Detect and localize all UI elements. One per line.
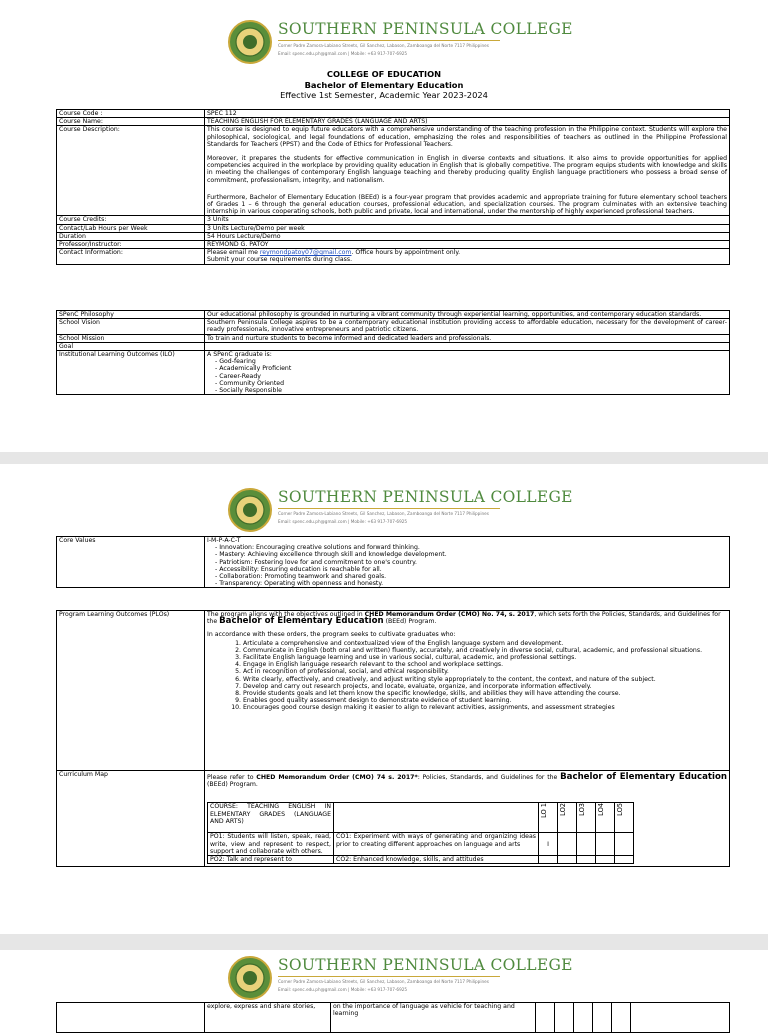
cm-cell: [596, 833, 615, 856]
ilo-label: Institutional Learning Outcomes (ILO): [57, 351, 205, 395]
curriculum-map-table: [207, 802, 634, 864]
cm-co1-mark: I: [539, 833, 558, 856]
list-item: - Accessibility: Ensuring education is reachable for all.: [229, 566, 727, 573]
cm-cell: [577, 833, 596, 856]
instructor-name: REYMOND G. PATOY: [205, 241, 730, 249]
mission-label: School Mission: [57, 334, 205, 342]
table-row: [57, 342, 730, 350]
lo-header-text: LO 1: [540, 803, 548, 819]
title-college: COLLEGE OF EDUCATION: [326, 69, 442, 79]
cm-course-header: COURSE: TEACHING ENGLISH IN ELEMENTARY GRADES (LANGUAGE AND ARTS): [208, 803, 334, 833]
table-row: [57, 249, 730, 264]
vision-label: School Vision: [57, 319, 205, 334]
cm-cell: [593, 1003, 612, 1033]
ilo-list: [207, 358, 727, 394]
ilo-intro: A SPenC graduate is:: [207, 351, 272, 359]
goal-text: [205, 342, 730, 350]
credits-value: 3 Units: [205, 216, 730, 224]
cm-cell: [558, 833, 577, 856]
college-address: Corner Padre Zamora-Labiano Streets, Gil Sanchez, Labason, Zamboanga del Norte 7117 Philippines: [278, 511, 489, 516]
plo-intro-mid: , which sets forth the Policies, Standards, and Guidelines for the: [207, 611, 721, 626]
list-item: - Collaboration: Promoting teamwork and shared goals.: [229, 573, 727, 580]
description-paragraph: Furthermore, Bachelor of Elementary Education (BEEd) is a four-year program that provides academic and appropriate training for future elementary school teachers of Grades 1 – 6 through the general education courses, professional education, and specialization courses. The program culminates with an extensive teaching internship in various cooperating schools, both public and private, local and international, under the mentorship of highly experienced professional teachers.: [207, 193, 727, 216]
cm-ref-pre: Please refer to: [207, 774, 257, 781]
cm-lo-header: [539, 803, 558, 833]
plo-label: Program Learning Outcomes (PLOs): [57, 611, 205, 771]
curriculum-map-reference: [207, 774, 727, 788]
contact-pre: Please email me: [207, 249, 260, 257]
table-row: [57, 611, 730, 771]
list-item: 4. Engage in English language research relevant to the school and workplace settings.: [243, 661, 727, 668]
college-seal-logo: [228, 488, 272, 532]
course-code: SPEC 112: [205, 110, 730, 118]
college-contact: Email: spenc.edu.ph@gmail.com | Mobile: +63 917-707-6925: [278, 987, 408, 992]
table-row: [208, 803, 634, 833]
plo-intro-program: Bachelor of Elementary Education: [219, 616, 384, 627]
college-seal-logo: [228, 20, 272, 64]
table-row: [208, 856, 634, 864]
college-address: Corner Padre Zamora-Labiano Streets, Gil Sanchez, Labason, Zamboanga del Norte 7117 Philippines: [278, 979, 489, 984]
list-item: 6. Write clearly, effectively, and creatively, and adjust writing style appropriately to the content, the context, and nature of the subject.: [243, 676, 727, 683]
list-item: 5. Act in recognition of professional, social, and ethical responsibility.: [243, 668, 727, 675]
table-row: [57, 216, 730, 224]
lo-header-text: LO3: [578, 803, 586, 817]
college-name: SOUTHERN PENINSULA COLLEGE: [278, 20, 573, 38]
college-name: SOUTHERN PENINSULA COLLEGE: [278, 956, 573, 974]
header-rule: [278, 40, 500, 41]
table-row: [57, 311, 730, 319]
mission-text: To train and nurture students to become informed and dedicated leaders and professionals.: [205, 334, 730, 342]
duration-label: Duration: [57, 232, 205, 240]
plo-content: [205, 611, 730, 771]
cm-ref-post: (BEEd) Program.: [207, 781, 258, 789]
list-item: - Mastery: Achieving excellence through skill and knowledge development.: [229, 551, 727, 558]
cm-lo-header: [596, 803, 615, 833]
cm-po2-cont: explore, express and share stories,: [205, 1003, 331, 1033]
core-values-acronym: I-M-P-A-C-T: [207, 537, 241, 544]
description-paragraph: Moreover, it prepares the students for effective communication in English in diverse contexts and situations. It also aims to provide opportunities for applied competencies acquired in the workplace by providing quality education in English that is globally competitive. The program equips students with knowledge and skills in meeting the challenges of contemporary English language teaching and thereby producing quality English language practitioners who possess a broad sense of commitment, professionalism, integrity, and nationalism.: [207, 155, 727, 184]
list-item: - Socially Responsible: [229, 387, 727, 394]
table-row: [57, 110, 730, 118]
core-values-table: [56, 536, 730, 588]
credits-label: Course Credits:: [57, 216, 205, 224]
cm-cell: [612, 1003, 631, 1033]
list-item: 9. Enables good quality assessment design to demonstrate evidence of student learning.: [243, 697, 727, 704]
course-description: [205, 126, 730, 216]
plo-intro-cmo: CHED Memorandum Order (CMO) No. 74, s. 2017: [364, 611, 535, 618]
list-item: 7. Develop and carry out research projects, and locate, evaluate, organize, and incorporate information effectively.: [243, 683, 727, 690]
course-code-label: Course Code :: [57, 110, 205, 118]
title-effectivity: Effective 1st Semester, Academic Year 2023-2024: [280, 90, 488, 100]
table-row: [57, 334, 730, 342]
plo-intro: [207, 611, 727, 625]
list-item: 2. Communicate in English (both oral and written) fluently, accurately, and creatively in diverse social, cultural, academic, and professional situations.: [243, 647, 727, 654]
course-name: TEACHING ENGLISH FOR ELEMENTARY GRADES (LANGUAGE AND ARTS): [205, 118, 730, 126]
college-name: SOUTHERN PENINSULA COLLEGE: [278, 488, 573, 506]
course-info-table: [56, 109, 730, 265]
curriculum-map-label: Curriculum Map: [57, 771, 205, 867]
contact-hours-value: 3 Units Lecture/Demo per week: [205, 224, 730, 232]
lo-header-text: LO5: [616, 803, 624, 817]
lo-header-text: LO4: [597, 803, 605, 817]
cm-po1: PO1: Students will listen, speak, read, write, view and represent to respect, support and collaborate with others.: [208, 833, 334, 856]
college-header: [228, 18, 573, 68]
cm-cell: [615, 833, 634, 856]
college-contact: Email: spenc.edu.ph@gmail.com | Mobile: +63 917-707-6925: [278, 51, 408, 56]
page-separator: [0, 934, 768, 950]
cm-lo-header: [558, 803, 577, 833]
list-item: 1. Articulate a comprehensive and contextualized view of the English language system and development.: [243, 640, 727, 647]
core-values-content: [205, 537, 730, 588]
instructor-email-link[interactable]: reymondpatoy07@gmail.com: [259, 249, 352, 257]
cm-co2: CO2: Enhanced knowledge, skills, and attitudes: [334, 856, 539, 864]
table-row: [57, 224, 730, 232]
list-item: - Community Oriented: [229, 380, 727, 387]
list-item: - Academically Proficient: [229, 365, 727, 372]
college-header: [228, 486, 573, 536]
core-values-label: Core Values: [57, 537, 205, 588]
plo-intro-post: (BEEd) Program.: [383, 618, 437, 626]
cm-po2: PO2: Talk and represent to: [208, 856, 334, 864]
table-row: [57, 537, 730, 588]
list-item: - God-fearing: [229, 358, 727, 365]
curriculum-map-continued-table: [56, 1002, 730, 1033]
list-item: 3. Facilitate English language learning and use in various social, cultural, academic, and professional settings.: [243, 654, 727, 661]
philosophy-label: SPenC Philosophy: [57, 311, 205, 319]
page-1: [0, 0, 768, 452]
cm-lo-header: [615, 803, 634, 833]
table-row: [57, 319, 730, 334]
cm-cont-label: [57, 1003, 205, 1033]
cm-cell: [539, 856, 558, 864]
cm-cell: [574, 1003, 593, 1033]
page-3: [0, 950, 768, 1024]
lo-header-text: LO2: [559, 803, 567, 817]
core-values-list: [207, 544, 727, 587]
contact-line2: Submit your course requirements during class.: [207, 256, 353, 264]
cm-co1: CO1: Experiment with ways of generating and organizing ideas prior to creating different approaches on language and arts: [334, 833, 539, 856]
cm-cell: [536, 1003, 555, 1033]
ilo-content: [205, 351, 730, 395]
list-item: - Innovation: Encouraging creative solutions and forward thinking.: [229, 544, 727, 551]
table-row: [57, 771, 730, 867]
cm-ref-cmo: CHED Memorandum Order (CMO) 74 s. 2017*: [256, 774, 418, 781]
cm-ref-mid: : Policies, Standards, and Guidelines for the: [417, 774, 561, 781]
page-separator: [0, 452, 768, 464]
instructor-label: Professor/Instructor:: [57, 241, 205, 249]
duration-value: 54 Hours Lecture/Demo: [205, 232, 730, 240]
plo-intro-pre: The program aligns with the objectives outlined in: [207, 611, 365, 618]
description-paragraph: This course is designed to equip future educators with a comprehensive understanding of the teaching profession in the Philippine context. Students will explore the philosophical, sociological, and legal foundations of education, emphasizing the roles and responsibilities of teachers as outlined in the Philippine Professional Standards for Teachers (PPST) and the Code of Ethics for Professional Teachers.: [207, 126, 727, 148]
cm-cell: [577, 856, 596, 864]
list-item: - Patriotism: Fostering love for and commitment to one's country.: [229, 559, 727, 566]
table-row: [208, 833, 634, 856]
college-header: [228, 954, 573, 1004]
cm-ref-program: Bachelor of Elementary Education: [560, 772, 727, 782]
vision-text: Southern Peninsula College aspires to be a contemporary educational institution providing access to affordable education, necessary for the development of career-ready professionals, innovative entrepreneurs and patriotic citizens.: [205, 319, 730, 334]
header-rule: [278, 508, 500, 509]
college-contact: Email: spenc.edu.ph@gmail.com | Mobile: +63 917-707-6925: [278, 519, 408, 524]
cm-cell: [555, 1003, 574, 1033]
plo-lead: In accordance with these orders, the program seeks to cultivate graduates who:: [207, 631, 456, 639]
cm-cell: [596, 856, 615, 864]
cm-cell: [615, 856, 634, 864]
philosophy-text: Our educational philosophy is grounded in nurturing a vibrant community through experiential learning, opportunities, and contemporary education standards.: [205, 311, 730, 319]
page-2: [0, 464, 768, 934]
college-address: Corner Padre Zamora-Labiano Streets, Gil Sanchez, Labason, Zamboanga del Norte 7117 Philippines: [278, 43, 489, 48]
college-seal-logo: [228, 956, 272, 1000]
contact-hours-label: Contact/Lab Hours per Week: [57, 224, 205, 232]
cm-cell: [558, 856, 577, 864]
table-row: [57, 351, 730, 395]
table-row: [57, 1003, 730, 1033]
cm-blank-header: [334, 803, 539, 833]
list-item: 10. Encourages good course design making it easier to align to relevant activities, assignments, and assessment strategies: [243, 704, 727, 711]
list-item: 8. Provide students goals and let them know the specific knowledge, skills, and abilities they will have attending the course.: [243, 690, 727, 697]
table-row: [57, 126, 730, 216]
plo-table: [56, 610, 730, 867]
course-name-label: Course Name:: [57, 118, 205, 126]
cm-cell: [631, 1003, 730, 1033]
title-program: Bachelor of Elementary Education: [304, 79, 464, 90]
contact-info-label: Contact Information:: [57, 249, 205, 264]
institution-table: [56, 310, 730, 395]
table-row: [57, 232, 730, 240]
contact-info: [205, 249, 730, 264]
cm-co2-cont: on the importance of language as vehicle for teaching and learning: [331, 1003, 536, 1033]
header-rule: [278, 976, 500, 977]
course-description-label: Course Description:: [57, 126, 205, 216]
curriculum-map-content: [205, 771, 730, 867]
table-row: [57, 118, 730, 126]
contact-post: . Office hours by appointment only.: [351, 249, 461, 257]
table-row: [57, 241, 730, 249]
list-item: - Career-Ready: [229, 373, 727, 380]
document-title: [0, 69, 768, 101]
plo-list: [207, 640, 727, 712]
cm-lo-header: [577, 803, 596, 833]
goal-label: Goal: [57, 342, 205, 350]
list-item: - Transparency: Operating with openness and honesty.: [229, 580, 727, 587]
